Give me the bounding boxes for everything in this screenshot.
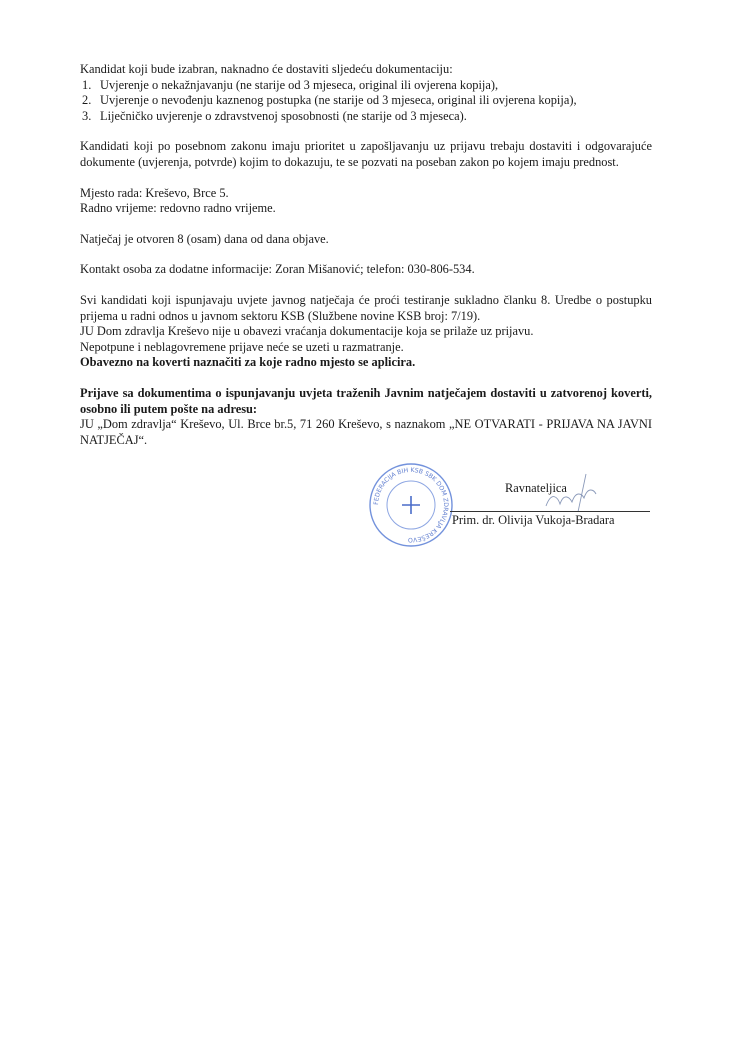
list-item: 3. Liječničko uvjerenje o zdravstvenoj sposobnosti (ne starije od 3 mjeseca). <box>82 108 467 123</box>
address-line: JU „Dom zdravlja“ Kreševo, Ul. Brce br.5, 71 260 Kreševo, s naznakom „NE OTVARATI - PRIJAVA NA JAVNI NATJEČAJ“. <box>80 417 652 447</box>
contact-line: Kontakt osoba za dodatne informacije: Zoran Mišanović; telefon: 030-806-534. <box>80 262 475 277</box>
submit-heading: Prijave sa dokumentima o ispunjavanju uvjeta traženih Javnim natječajem dostaviti u zatvorenoj koverti, osobno ili putem pošte na adresu: <box>80 385 652 416</box>
stamp-seal-icon <box>368 462 454 548</box>
worktime-line: Radno vrijeme: redovno radno vrijeme. <box>80 201 276 216</box>
list-item: 1. Uvjerenje o nekažnjavanju (ne starije od 3 mjeseca, original ili ovjerena kopija), <box>82 77 499 92</box>
signature-line <box>450 511 650 512</box>
documents-list <box>80 78 652 125</box>
priority-paragraph: Kandidati koji po posebnom zakonu imaju prioritet u zapošljavanju uz prijavu trebaju dostaviti i odgovarajuće dokumente (uvjerenja, potvrde) kojim to dokazuju, te se pozvati na poseban zakon po kojem imaju prednost. <box>80 139 652 169</box>
document-body <box>80 62 652 448</box>
signatory-name: Prim. dr. Olivija Vukoja-Bradara <box>452 513 615 527</box>
envelope-note: Obavezno na koverti naznačiti za koje radno mjesto se aplicira. <box>80 355 416 370</box>
incomplete-line: Nepotpune i neblagovremene prijave neće se uzeti u razmatranje. <box>80 339 404 354</box>
list-item: 2. Uvjerenje o nevođenju kaznenog postupka (ne starije od 3 mjeseca, original ili ovjerena kopija), <box>82 93 577 108</box>
signature-block <box>368 462 658 557</box>
signatory-title: Ravnateljica <box>505 481 567 495</box>
svg-text:FEDERACIJA BIH KSB SBK DOM ZDR: FEDERACIJA BIH KSB SBK DOM ZDRAVLJA KREŠEVO <box>372 466 450 544</box>
documentation-intro: Kandidat koji bude izabran, naknadno će dostaviti sljedeću dokumentaciju: <box>80 62 453 76</box>
open-period-line: Natječaj je otvoren 8 (osam) dana od dana objave. <box>80 231 329 246</box>
workplace-line: Mjesto rada: Kreševo, Brce 5. <box>80 185 229 200</box>
no-return-line: JU Dom zdravlja Kreševo nije u obavezi vraćanja dokumentacije koja se prilaže uz prijavu. <box>80 324 534 339</box>
testing-paragraph: Svi kandidati koji ispunjavaju uvjete javnog natječaja će proći testiranje sukladno članku 8. Uredbe o postupku prijema u radni odnos u javnom sektoru KSB (Službene novine KSB broj: 7/19). <box>80 292 652 323</box>
